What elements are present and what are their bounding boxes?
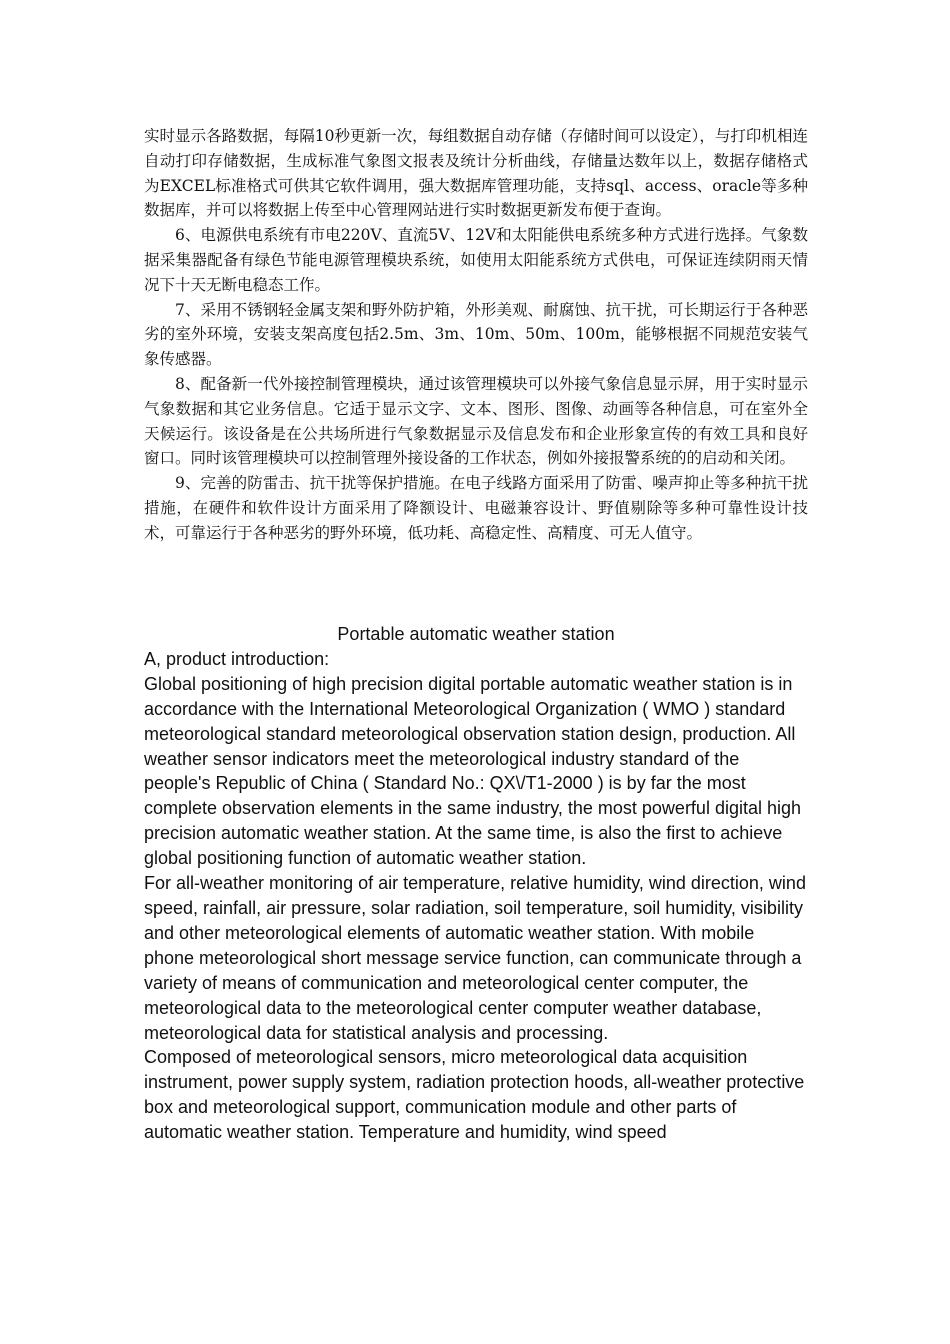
paragraph-stainless-support: 7、采用不锈钢轻金属支架和野外防护箱，外形美观、耐腐蚀、抗干扰，可长期运行于各种恶劣的室外环境，安装支架高度包括2.5m、3m、10m、50m、100m，能够根据不同规范安装气象传感器。 [144,300,808,369]
paragraph-monitoring: For all-weather monitoring of air temperature, relative humidity, wind direction, wind speed, rainfall, air pressure, solar radiation, soil temperature, soil humidity, visibility and other meteorological elements of automatic weather station. With mobile phone meteorological short message service function, can communicate through a variety of means of communication and meteorological center computer, the meteorological data to the meteorological center computer weather database, meteorological data for statistical analysis and processing. [144,873,806,1043]
paragraph-lightning-protection: 9、完善的防雷击、抗干扰等保护措施。在电子线路方面采用了防雷、噪声抑止等多种抗干扰措施，在硬件和软件设计方面采用了降额设计、电磁兼容设计、野值剔除等多种可靠性设计技术，可靠运行于各种恶劣的野外环境，低功耗、高稳定性、高精度、可无人值守。 [144,474,808,542]
paragraph-composition: Composed of meteorological sensors, micro meteorological data acquisition instrument, power supply system, radiation protection hoods, all-weather protective box and meteorological support, communication module and other parts of automatic weather station. Temperature and humidity, wind speed [144,1047,805,1143]
paragraph-introduction: Global positioning of high precision digital portable automatic weather station is in accordance with the International Meteorological Organization ( WMO ) standard meteorological standard meteorological observation station design, production. All weather sensor indicators meet the meteorological industry standard of the people's Republic of China ( Standard No.: QX\/T1-2000 ) is by far the most complete observation elements in the same industry, the most powerful digital high precision automatic weather station. At the same time, is also the first to achieve global positioning function of automatic weather station. [144,673,802,869]
paragraph-control-module: 8、配备新一代外接控制管理模块，通过该管理模块可以外接气象信息显示屏，用于实时显示气象数据和其它业务信息。它适于显示文字、文本、图形、图像、动画等各种信息，可在室外全天候运行。该设备是在公共场所进行气象数据显示及信息发布和企业形象宣传的有效工具和良好窗口。同时该管理模块可以控制管理外接设备的工作状态，例如外接报警系统的的启动和关闭。 [144,374,808,468]
english-text-section [144,622,808,1145]
paragraph-power-supply: 6、电源供电系统有市电220V、直流5V、12V和太阳能供电系统多种方式进行选择。气象数据采集器配备有绿色节能电源管理模块系统，如使用太阳能系统方式供电，可保证连续阴雨天情况下十天无断电稳态工作。 [144,226,808,294]
chinese-text-section [144,124,808,546]
document-title: Portable automatic weather station [337,624,615,644]
paragraph-data-storage: 实时显示各路数据，每隔10秒更新一次，每组数据自动存储（存储时间可以设定），与打印机相连自动打印存储数据，生成标准气象图文报表及统计分析曲线，存储量达数年以上，数据存储格式为EXCEL标准格式可供其它软件调用，强大数据库管理功能，支持sql、access、oracle等多种数据库，并可以将数据上传至中心管理网站进行实时数据更新发布便于查询。 [144,127,808,220]
section-heading: A, product introduction: [144,648,330,669]
